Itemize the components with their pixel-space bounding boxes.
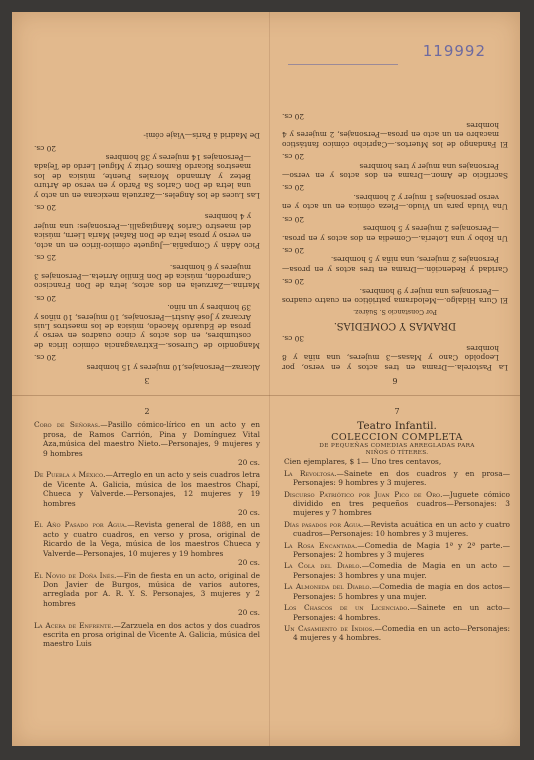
- page-number: 3: [144, 376, 150, 385]
- handwritten-number: 119992: [422, 42, 486, 60]
- fold-line: [12, 395, 520, 396]
- catalog-entry: Días pasados por Agua.—Revista acuática en un acto y cuatro cuadros—Personajes: 10 hombres y 3 mujeres.: [284, 519, 510, 539]
- page-number: 2: [144, 407, 150, 416]
- catalog-entry: El Año Pasado por Agua.—Revista general de 1888, en un acto y cuatro cuadros, en verso y prosa, original de Ricardo de la Vega, música de los maestros Chueca y Valverde—Personajes, 10 mujeres y 19 hombres 20 cs.: [34, 520, 261, 568]
- section-author: Por Constancio S. Suárez.: [353, 307, 437, 316]
- catalog-entry: El Fandango de los Muertos.—Capricho cómico fantástico macabro en un acto en prosa—Personajes, 2 mujeres y 4 hombres 20 cs.: [282, 111, 508, 149]
- section-subtitle-line: DE PEQUEÑAS COMEDIAS ARREGLADAS PARA: [319, 443, 475, 450]
- catalog-entry: La Acera de Enfrente.—Zarzuela en dos actos y dos cuadros escrita en prosa original de Vicente A. Galicia, música del maestro Luis: [34, 620, 261, 649]
- catalog-entry: Una Viuda para un Viudo.—Pieza cómica en un acto y en verso personajes 1 mujer y 2 hombres. 20 cs.: [282, 183, 508, 212]
- catalog-entry: El Novio de Doña Inés.—Fin de fiesta en un acto, original de Don Javier de Burgos, música de varios autores, arreglada por A. R. Y. S. Personajes, 3 mujeres y 2 hombres 20 cs.: [34, 570, 260, 618]
- bottom-right-panel: [284, 407, 510, 645]
- section-heading: [284, 420, 510, 457]
- catalog-entry: Las Luces de los Ángeles.—Zarzuela mexicana en un acto y una letra de Don Carlos Sa Pardo y en verso de Arturo Betez y Armando Morales Puente, música de los maestros Ricardo Ramos Ortiz y Miguel Lerdo de Tejada—Personajes 14 mujeres y 38 hombres 20 cs.: [34, 143, 260, 200]
- catalog-entry: La Pastorela.—Drama en tres actos y en verso, por Leopoldo Cano y Masas—3 mujeres, una niña y 8 hombres 30 cs.: [282, 334, 508, 372]
- top-left-panel: [34, 30, 260, 385]
- catalog-entry: Coro de Señoras.—Pasillo cómico-lírico en un acto y en prosa, de Ramos Carrión, Pina y Domínguez Vital Aza,música del maestro Nieto.—Personajes, 9 mujeres y 9 hombres 20 cs.: [34, 420, 260, 468]
- catalog-entry: De Puebla á México.—Arreglo en un acto y seis cuadros letra de Vicente A. Galicia, música de los maestros Chapí, Chueca y Valverde.—Personajes, 12 mujeres y 19 hombres 20 cs.: [34, 470, 261, 518]
- catalog-entry: La Revoltosa.—Sainete en dos cuadros y en prosa—Personajes: 9 hombres y 3 mujeres.: [284, 468, 511, 488]
- catalog-entry: Mangondio de Curesos.—Extravagancia cómico lírica de costumbres, en dos actos y cinco cuadros en verso y prosa de Eduardo Macedo, música de los maestros Luis Arcaraz y José Austri—Personajes, 10 mujeres, 10 niños y 39 hombres y un niño. 20 cs.: [34, 293, 260, 350]
- page-number: 6: [392, 376, 398, 385]
- section-subtitle: COLECCION COMPLETA: [331, 432, 463, 444]
- catalog-entry: Un Robo y una Lotería.—Comedia en dos actos y en prosa.—Personajes 2 mujeres y 5 hombres 20 cs.: [282, 214, 508, 243]
- catalog-entry: Alcaraz—Personajes,10 mujeres y 15 hombres 20 cs.: [34, 353, 260, 372]
- catalog-entry: El Cura Hidalgo.—Melodrama patriótico en cuatro cuadros—Personajes una mujer y 9 hombres. 20 cs.: [282, 277, 508, 305]
- catalog-entry: Caridad y Redención.—Drama en tres actos y en prosa—Personajes 2 mujeres, una niña y 5 hombres. 20 cs.: [282, 245, 508, 274]
- center-crease: [269, 12, 270, 746]
- catalog-entry: La Rosa Encantada.—Comedia de Magia 1ª y 2ª parte.—Personajes: 2 hombres y 3 mujeres: [284, 540, 510, 560]
- catalog-entry: Discurso Patriótico por Juan Pico de Oro.—Juguete cómico dividido en tres pequeños cuadros—Personajes: 3 mujeres y 7 hombres: [284, 489, 510, 518]
- catalog-entry: La Almoneda del Diablo.—Comedia de magia en dos actos—Personajes: 5 hombres y una mujer.: [284, 582, 510, 601]
- page-number: 7: [394, 407, 400, 416]
- catalog-entry: Los Chascos de un Licenciado.—Sainete en un acto—Personajes: 4 hombres.: [284, 603, 510, 622]
- top-right-panel: [282, 30, 508, 385]
- section-title: Teatro Infantil.: [357, 420, 437, 433]
- section-title: DRAMAS Y COMEDIAS.: [333, 319, 457, 331]
- bottom-left-panel: [34, 407, 260, 652]
- price-note: Cien ejemplares, $ 1— Uno tres centavos,: [284, 457, 442, 467]
- catalog-entry: De Madrid á París—Viaje cómi-: [143, 131, 260, 141]
- catalog-entry: Pico Adán y Compañía.—Juguete cómico-lírico en un acto, en verso y prosa letra de Don Rafael María Liern, música del maestro Carlos Mangiagalli.—Personajes: una mujer y 4 hombres 20 cs.: [34, 203, 260, 250]
- catalog-entry: La Cola del Diablo.—Comedia de Magia en un acto —Personajes: 3 hombres y una mujer.: [284, 561, 511, 580]
- catalog-entry: Sacrificio de Amor.—Drama en dos actos y en verso—Personajes una mujer y tres hombres 20 cs.: [282, 152, 508, 181]
- document-sheet: [12, 12, 520, 746]
- section-subtitle-line: NIÑOS Ó TÍTERES.: [365, 450, 429, 457]
- section-heading: [282, 308, 508, 331]
- catalog-entry: Un Casamiento de Indios.—Comedia en un acto—Personajes: 4 mujeres y 4 hombres.: [284, 623, 510, 643]
- catalog-entry: Marina.—Zarzuela en dos actos, letra de Don Francisco Camprodón, música de Don Emilio Arrieta.—Personajes 3 mujeres y 6 hombres. 25 cs.: [34, 253, 260, 291]
